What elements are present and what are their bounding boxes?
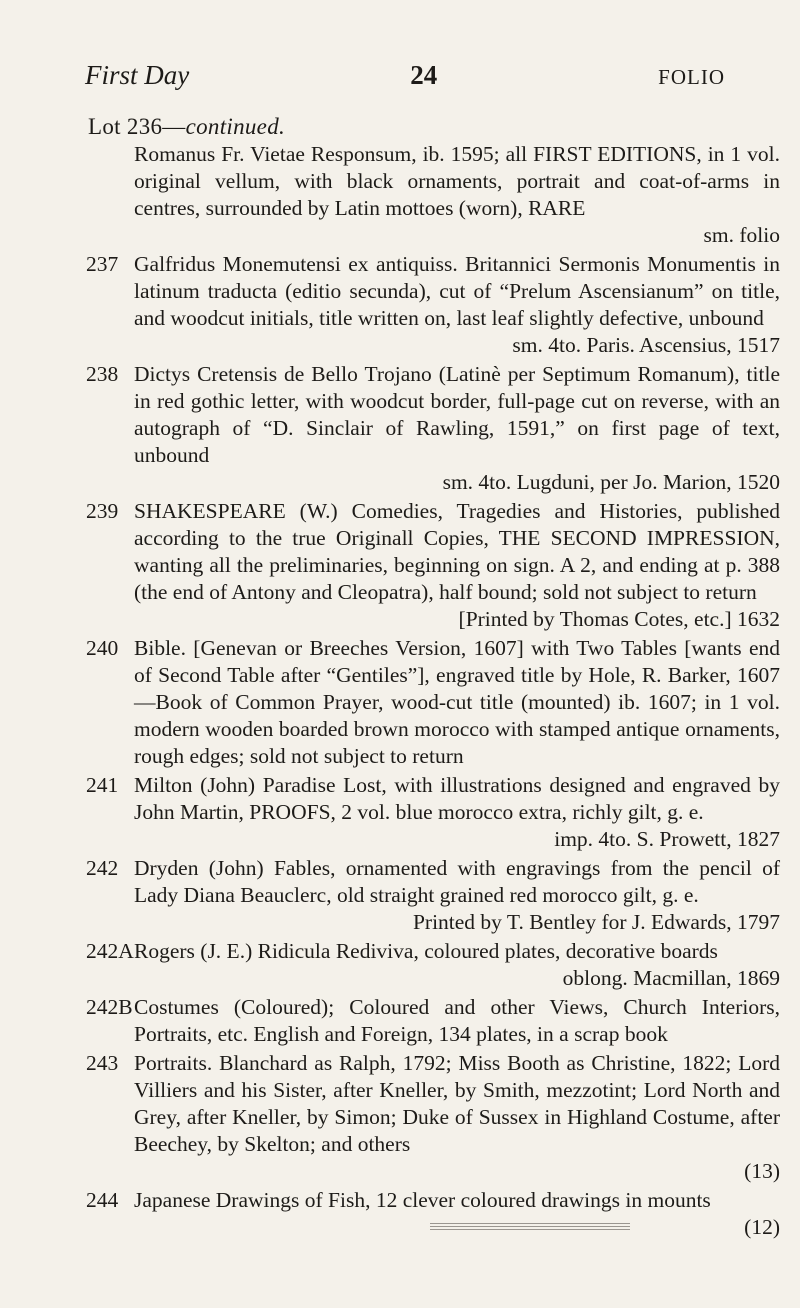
page-number: 24 <box>410 60 438 90</box>
lot-imprint: oblong. Macmillan, 1869 <box>562 966 780 990</box>
lot-entry <box>80 141 780 249</box>
lot-entry <box>80 635 780 770</box>
lot-description: Bible. [Genevan or Breeches Version, 1607] with Two Tables [wants end of Second Table after “Gentiles”], engraved title by Hole, R. Barker, 1607—Book of Common Prayer, wood-cut title (mounted) ib. 1607; in 1 vol. modern wooden boarded brown morocco with stamped antique ornaments, rough edges; sold not subject to return <box>134 636 780 768</box>
lot-entry <box>80 855 780 936</box>
lot-entry <box>80 994 780 1048</box>
lot-number: 241 <box>86 773 119 797</box>
lot-description: Costumes (Coloured); Coloured and other Views, Church Interiors, Portraits, etc. English and Foreign, 134 plates, in a scrap book <box>134 995 780 1046</box>
lot-number: 240 <box>86 636 119 660</box>
lot-description: Japanese Drawings of Fish, 12 clever coloured drawings in mounts <box>134 1188 711 1212</box>
lot-description: Milton (John) Paradise Lost, with illustrations designed and engraved by John Martin, PROOFS, 2 vol. blue morocco extra, richly gilt, g. e. <box>134 773 780 824</box>
lot-description: Romanus Fr. Vietae Responsum, ib. 1595; all FIRST EDITIONS, in 1 vol. original vellum, with black ornaments, portrait and coat-of-arms in centres, surrounded by Latin mottoes (worn), RARE <box>134 142 780 220</box>
lot-list <box>80 141 780 1243</box>
lot-imprint: Printed by T. Bentley for J. Edwards, 1797 <box>412 910 780 934</box>
lot-imprint: imp. 4to. S. Prowett, 1827 <box>554 827 780 851</box>
lot-imprint: sm. 4to. Lugduni, per Jo. Marion, 1520 <box>442 470 780 494</box>
lot-imprint: (12) <box>744 1215 780 1239</box>
running-head-left: First Day <box>85 60 190 90</box>
lot-number: 239 <box>86 499 119 523</box>
page-header <box>85 60 725 96</box>
lot-number: 243 <box>86 1051 119 1075</box>
lot-imprint: (13) <box>744 1159 780 1183</box>
lot-description: Dictys Cretensis de Bello Trojano (Latinè per Septimum Romanum), title in red gothic letter, with woodcut border, full-page cut on reverse, with an autograph of “D. Sinclair of Rawling, 1591,” on first page of text, unbound <box>134 362 780 467</box>
lot-description: Portraits. Blanchard as Ralph, 1792; Miss Booth as Christine, 1822; Lord Villiers and his Sister, after Kneller, by Smith, mezzotint; Lord North and Grey, after Kneller, by Simon; Duke of Sussex in Highland Costume, after Beechey, by Skelton; and others <box>134 1051 780 1156</box>
lot-heading-continued: continued. <box>185 114 286 139</box>
lot-description: Rogers (J. E.) Ridicula Rediviva, coloured plates, decorative boards <box>134 939 718 963</box>
lot-heading <box>88 114 285 140</box>
lot-number: 238 <box>86 362 119 386</box>
lot-description: Dryden (John) Fables, ornamented with engravings from the pencil of Lady Diana Beauclerc, old straight grained red morocco gilt, g. e. <box>134 856 780 907</box>
lot-number: 237 <box>86 252 119 276</box>
lot-number: 242 <box>86 856 119 880</box>
lot-description: Galfridus Monemutensi ex antiquiss. Britannici Sermonis Monumentis in latinum traducta (editio secunda), cut of “Prelum Ascensianum” on title, and woodcut initials, title written on, last leaf slightly defective, unbound <box>134 252 780 330</box>
lot-entry <box>80 498 780 633</box>
lot-entry <box>80 772 780 853</box>
lot-entry <box>80 361 780 496</box>
lot-number: 242A <box>86 939 134 963</box>
lot-imprint: sm. folio <box>703 223 780 247</box>
lot-entry <box>80 1050 780 1185</box>
lot-imprint: sm. 4to. Paris. Ascensius, 1517 <box>512 333 780 357</box>
lot-description: SHAKESPEARE (W.) Comedies, Tragedies and Histories, published according to the true Originall Copies, THE SECOND IMPRESSION, wanting all the preliminaries, beginning on sign. A 2, and ending at p. 388 (the end of Antony and Cleopatra), half bound; sold not subject to return <box>134 499 780 604</box>
closing-rule <box>430 1226 630 1227</box>
lot-entry <box>80 938 780 992</box>
closing-rule <box>430 1229 630 1230</box>
lot-number: 244 <box>86 1188 119 1212</box>
lot-entry <box>80 1187 780 1241</box>
lot-number: 242B <box>86 995 133 1019</box>
lot-heading-prefix: Lot 236— <box>88 114 186 139</box>
closing-rule <box>430 1223 630 1224</box>
lot-imprint: [Printed by Thomas Cotes, etc.] 1632 <box>458 607 780 631</box>
running-head-right: FOLIO <box>658 65 725 89</box>
lot-entry <box>80 251 780 359</box>
